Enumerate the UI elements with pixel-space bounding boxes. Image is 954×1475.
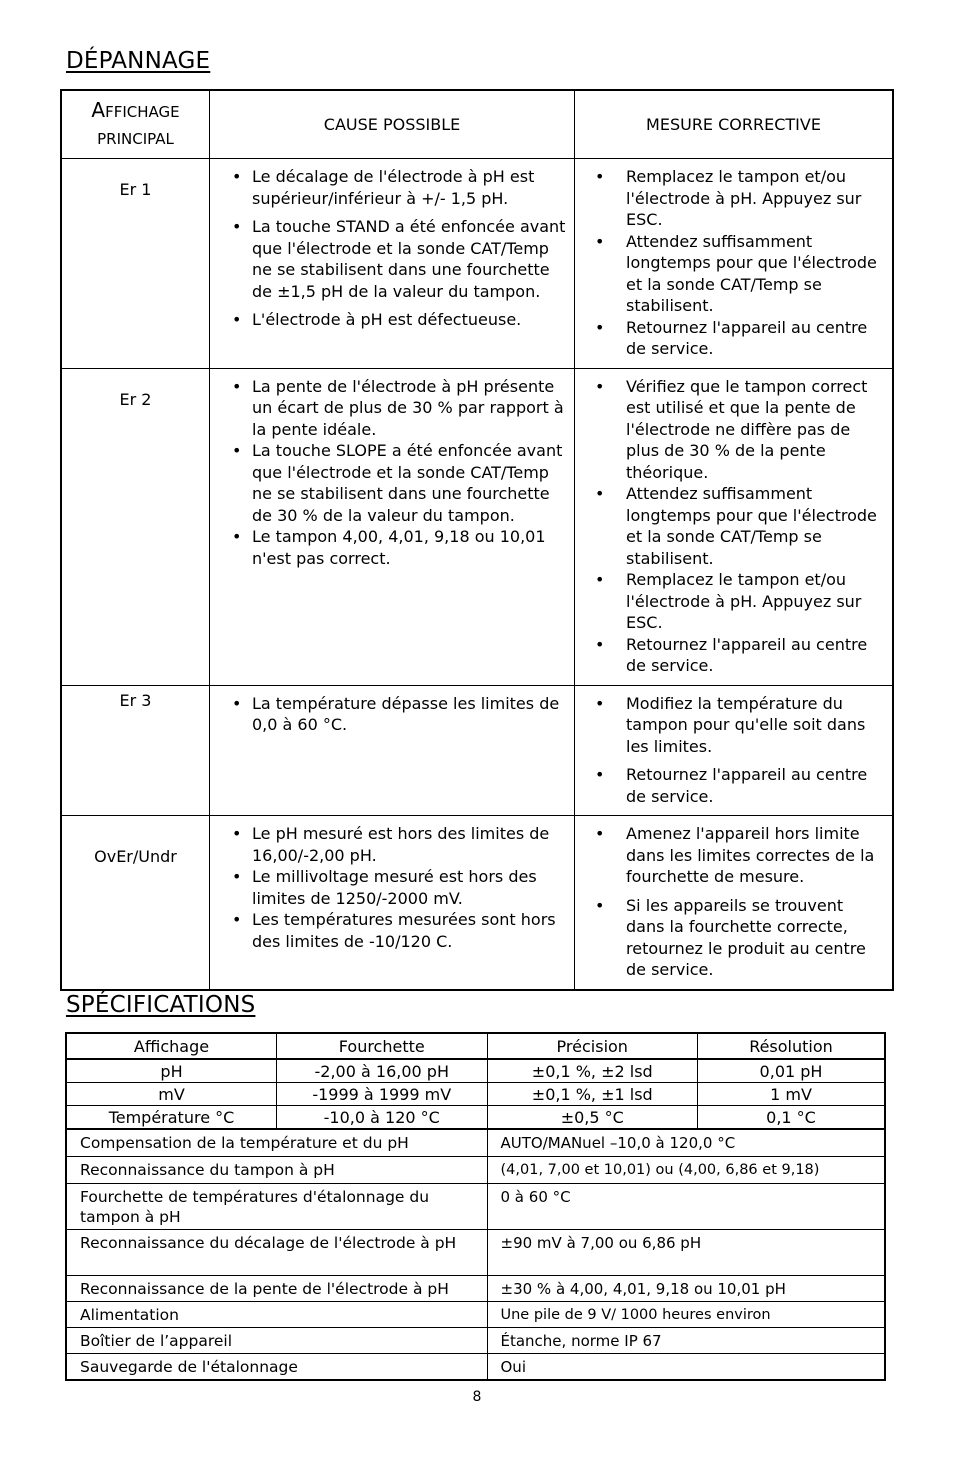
table-row	[66, 1327, 885, 1353]
fix-cell	[575, 368, 894, 685]
cause-cell	[210, 816, 575, 990]
cause-item: • Les températures mesurées sont hors des limites de -10/120 C.	[210, 909, 568, 952]
header-display-line2: PRINCIPAL	[97, 129, 174, 148]
fix-item: • Remplacez le tampon et/ou l'électrode à pH. Appuyez sur ESC.	[575, 569, 886, 634]
cause-item: • La touche STAND a été enfoncée avant que l'électrode et la sonde CAT/Temp ne se stabilisent dans une fourchette de ±1,5 pH de la valeur du tampon.	[210, 216, 568, 302]
spec-value: ±90 mV à 7,00 ou 6,86 pH	[487, 1229, 885, 1275]
spec-cell: ±0,5 °C	[487, 1106, 698, 1130]
spec-label: Sauvegarde de l'étalonnage	[66, 1353, 487, 1380]
table-row	[66, 1156, 885, 1183]
cause-item: • Le pH mesuré est hors des limites de 16,00/-2,00 pH.	[210, 823, 568, 866]
spec-cell: -10,0 à 120 °C	[277, 1106, 488, 1130]
fix-item: • Amenez l'appareil hors limite dans les limites correctes de la fourchette de mesure.	[575, 823, 886, 888]
fix-cell	[575, 816, 894, 990]
spec-cell: -1999 à 1999 mV	[277, 1083, 488, 1106]
spec-label: Reconnaissance du tampon à pH	[66, 1156, 487, 1183]
cause-item: • La touche SLOPE a été enfoncée avant que l'électrode et la sonde CAT/Temp ne se stabilisent dans une fourchette de 30 % de la valeur du tampon.	[210, 440, 568, 526]
fix-item: • Modifiez la température du tampon pour qu'elle soit dans les limites.	[575, 693, 886, 758]
display-code: OvEr/Undr	[61, 816, 210, 990]
spec-value: (4,01, 7,00 et 10,01) ou (4,00, 6,86 et 9,18)	[487, 1156, 885, 1183]
spec-label: Compensation de la température et du pH	[66, 1129, 487, 1156]
fix-item: • Si les appareils se trouvent dans la fourchette correcte, retournez le produit au centre de service.	[575, 895, 886, 981]
troubleshooting-table	[60, 89, 894, 991]
spec-cell: ±0,1 %, ±1 lsd	[487, 1083, 698, 1106]
spec-value: Une pile de 9 V/ 1000 heures environ	[487, 1301, 885, 1327]
table-row	[66, 1183, 885, 1229]
table-row	[61, 685, 893, 816]
spec-cell: 0,1 °C	[698, 1106, 886, 1130]
spec-value: ±30 % à 4,00, 4,01, 9,18 ou 10,01 pH	[487, 1275, 885, 1301]
cause-item: • Le décalage de l'électrode à pH est supérieur/inférieur à +/- 1,5 pH.	[210, 166, 568, 209]
table-row	[61, 368, 893, 685]
header-cause: CAUSE POSSIBLE	[210, 90, 575, 159]
spec-header: Affichage	[66, 1033, 277, 1059]
fix-item: • Retournez l'appareil au centre de service.	[575, 764, 886, 807]
spec-cell: Température °C	[66, 1106, 277, 1130]
spec-cell: ±0,1 %, ±2 lsd	[487, 1059, 698, 1083]
troubleshooting-header-row	[61, 90, 893, 159]
fix-item: • Attendez suffisamment longtemps pour que l'électrode et la sonde CAT/Temp se stabilisent.	[575, 231, 886, 317]
cause-item: • La pente de l'électrode à pH présente un écart de plus de 30 % par rapport à la pente idéale.	[210, 376, 568, 441]
fix-cell	[575, 685, 894, 816]
spec-value: 0 à 60 °C	[487, 1183, 885, 1229]
display-code: Er 1	[61, 159, 210, 369]
display-code: Er 3	[61, 685, 210, 816]
table-row	[61, 159, 893, 369]
troubleshooting-title: DÉPANNAGE	[66, 48, 211, 74]
spec-header: Résolution	[698, 1033, 886, 1059]
cause-item: • L'électrode à pH est défectueuse.	[210, 309, 568, 331]
header-fix: MESURE CORRECTIVE	[575, 90, 894, 159]
specifications-title: SPÉCIFICATIONS	[66, 992, 256, 1018]
cause-item: • La température dépasse les limites de 0,0 à 60 °C.	[210, 693, 568, 736]
fix-item: • Attendez suffisamment longtemps pour que l'électrode et la sonde CAT/Temp se stabilisent.	[575, 483, 886, 569]
fix-item: • Remplacez le tampon et/ou l'électrode à pH. Appuyez sur ESC.	[575, 166, 886, 231]
table-row	[61, 816, 893, 990]
table-row	[66, 1229, 885, 1275]
table-row	[66, 1353, 885, 1380]
fix-item: • Retournez l'appareil au centre de service.	[575, 634, 886, 677]
spec-label: Alimentation	[66, 1301, 487, 1327]
spec-cell: -2,00 à 16,00 pH	[277, 1059, 488, 1083]
spec-header: Précision	[487, 1033, 698, 1059]
fix-cell	[575, 159, 894, 369]
cause-item: • Le tampon 4,00, 4,01, 9,18 ou 10,01 n'est pas correct.	[210, 526, 568, 569]
cause-item: • Le millivoltage mesuré est hors des limites de 1250/-2000 mV.	[210, 866, 568, 909]
cause-cell	[210, 159, 575, 369]
table-row	[66, 1301, 885, 1327]
header-display	[61, 90, 210, 159]
spec-cell: 1 mV	[698, 1083, 886, 1106]
spec-label: Fourchette de températures d'étalonnage du tampon à pH	[66, 1183, 487, 1229]
header-display-rest: FFICHAGE	[105, 102, 180, 121]
cause-cell	[210, 368, 575, 685]
spec-label: Reconnaissance de la pente de l'électrode à pH	[66, 1275, 487, 1301]
fix-item: • Retournez l'appareil au centre de service.	[575, 317, 886, 360]
spec-cell: mV	[66, 1083, 277, 1106]
spec-header-row	[66, 1033, 885, 1059]
spec-header: Fourchette	[277, 1033, 488, 1059]
cause-cell	[210, 685, 575, 816]
table-row	[66, 1129, 885, 1156]
table-row	[66, 1275, 885, 1301]
spec-value: AUTO/MANuel –10,0 à 120,0 °C	[487, 1129, 885, 1156]
display-code: Er 2	[61, 368, 210, 685]
spec-cell: 0,01 pH	[698, 1059, 886, 1083]
spec-value: Étanche, norme IP 67	[487, 1327, 885, 1353]
spec-label: Reconnaissance du décalage de l'électrode à pH	[66, 1229, 487, 1275]
fix-item: • Vérifiez que le tampon correct est utilisé et que la pente de l'électrode ne diffère pas de plus de 30 % de la pente théorique.	[575, 376, 886, 484]
spec-value: Oui	[487, 1353, 885, 1380]
spec-cell: pH	[66, 1059, 277, 1083]
specifications-table	[65, 1032, 886, 1381]
table-row	[66, 1106, 885, 1130]
table-row	[66, 1059, 885, 1083]
spec-label: Boîtier de l’appareil	[66, 1327, 487, 1353]
header-display-initial: A	[91, 97, 106, 122]
table-row	[66, 1083, 885, 1106]
page-number: 8	[472, 1389, 482, 1405]
